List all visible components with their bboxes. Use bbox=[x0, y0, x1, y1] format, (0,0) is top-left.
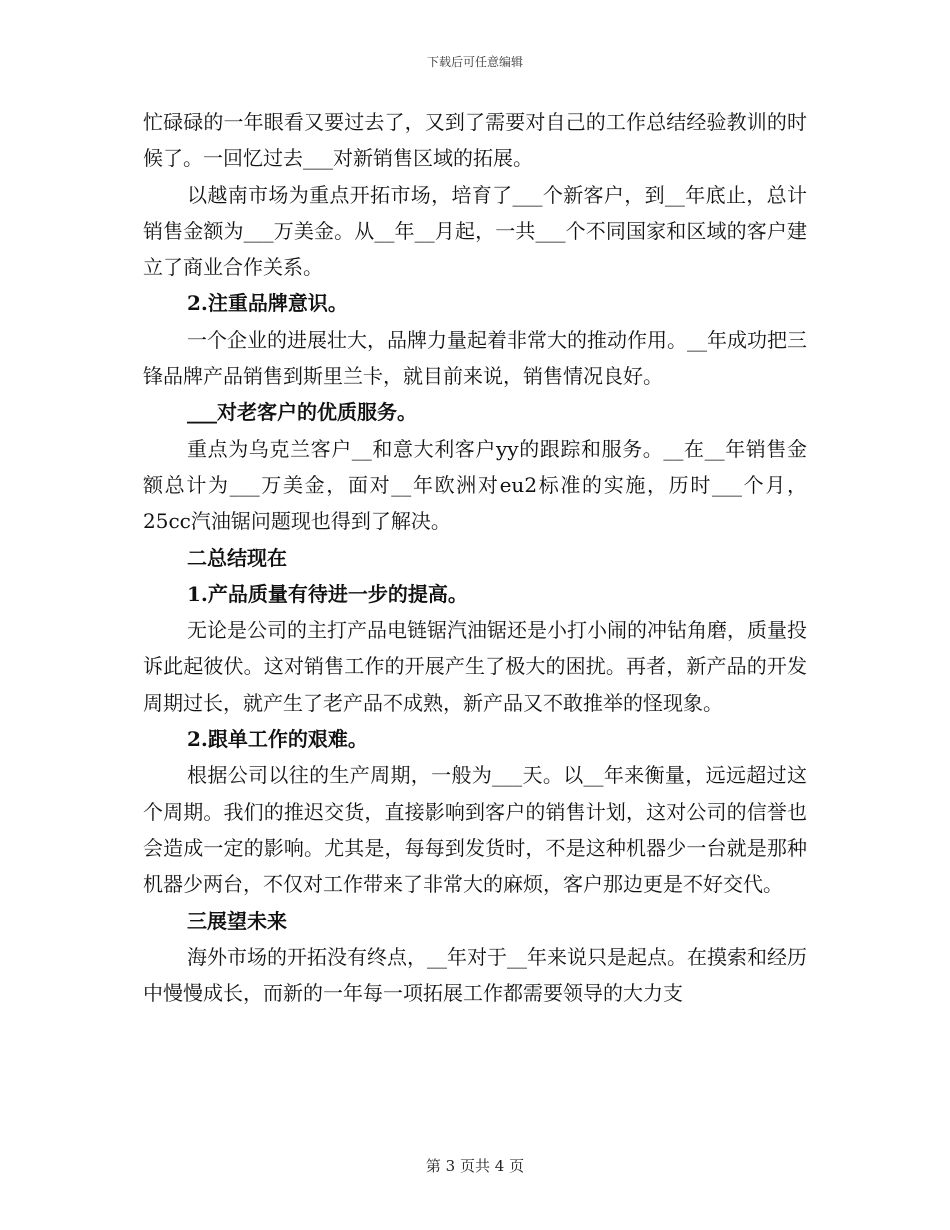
paragraph: 海外市场的开拓没有终点，__年对于__年来说只是起点。在摸索和经历中慢慢成长，而新的一年每一项拓展工作都需要领导的大力支 bbox=[143, 944, 807, 1006]
paragraph: 根据公司以往的生产周期，一般为___天。以__年来衡量，远远超过这个周期。我们的推迟交货，直接影响到客户的销售计划，这对公司的信誉也会造成一定的影响。尤其是，每每到发货时，不是这种机器少一台就是那种机器少两台，不仅对工作带来了非常大的麻烦，客户那边更是不好交代。 bbox=[143, 763, 807, 897]
document-body bbox=[143, 104, 807, 1011]
section-heading: 1.产品质量有待进一步的提高。 bbox=[187, 581, 468, 606]
paragraph: 以越南市场为重点开拓市场，培育了___个新客户，到__年底止，总计销售金额为___万美金。从__年__月起，一共___个不同国家和区域的客户建立了商业合作关系。 bbox=[143, 182, 807, 280]
section-heading: ___对老客户的优质服务。 bbox=[187, 400, 417, 425]
section-heading: 三展望未来 bbox=[187, 908, 287, 933]
page-footer: 第 3 页共 4 页 bbox=[425, 1157, 525, 1175]
section-heading: 2.注重品牌意识。 bbox=[187, 291, 348, 316]
paragraph: 忙碌碌的一年眼看又要过去了，又到了需要对自己的工作总结经验教训的时候了。一回忆过去___对新销售区域的拓展。 bbox=[143, 110, 807, 171]
paragraph: 无论是公司的主打产品电链锯汽油锯还是小打小闹的冲钻角磨，质量投诉此起彼伏。这对销售工作的开展产生了极大的困扰。再者，新产品的开发周期过长，就产生了老产品不成熟，新产品又不敢推举的怪现象。 bbox=[143, 618, 807, 715]
section-heading: 2.跟单工作的艰难。 bbox=[187, 727, 368, 752]
section-heading: 二总结现在 bbox=[187, 545, 287, 570]
paragraph: 一个企业的进展壮大，品牌力量起着非常大的推动作用。__年成功把三锋品牌产品销售到斯里兰卡，就目前来说，销售情况良好。 bbox=[143, 327, 807, 389]
page-header: 下载后可任意编辑 bbox=[426, 55, 523, 69]
paragraph: 重点为乌克兰客户__和意大利客户yy的跟踪和服务。__在__年销售金额总计为___万美金，面对__年欧洲对eu2标准的实施，历时___个月，25cc汽油锯问题现也得到了解决。 bbox=[143, 436, 807, 534]
